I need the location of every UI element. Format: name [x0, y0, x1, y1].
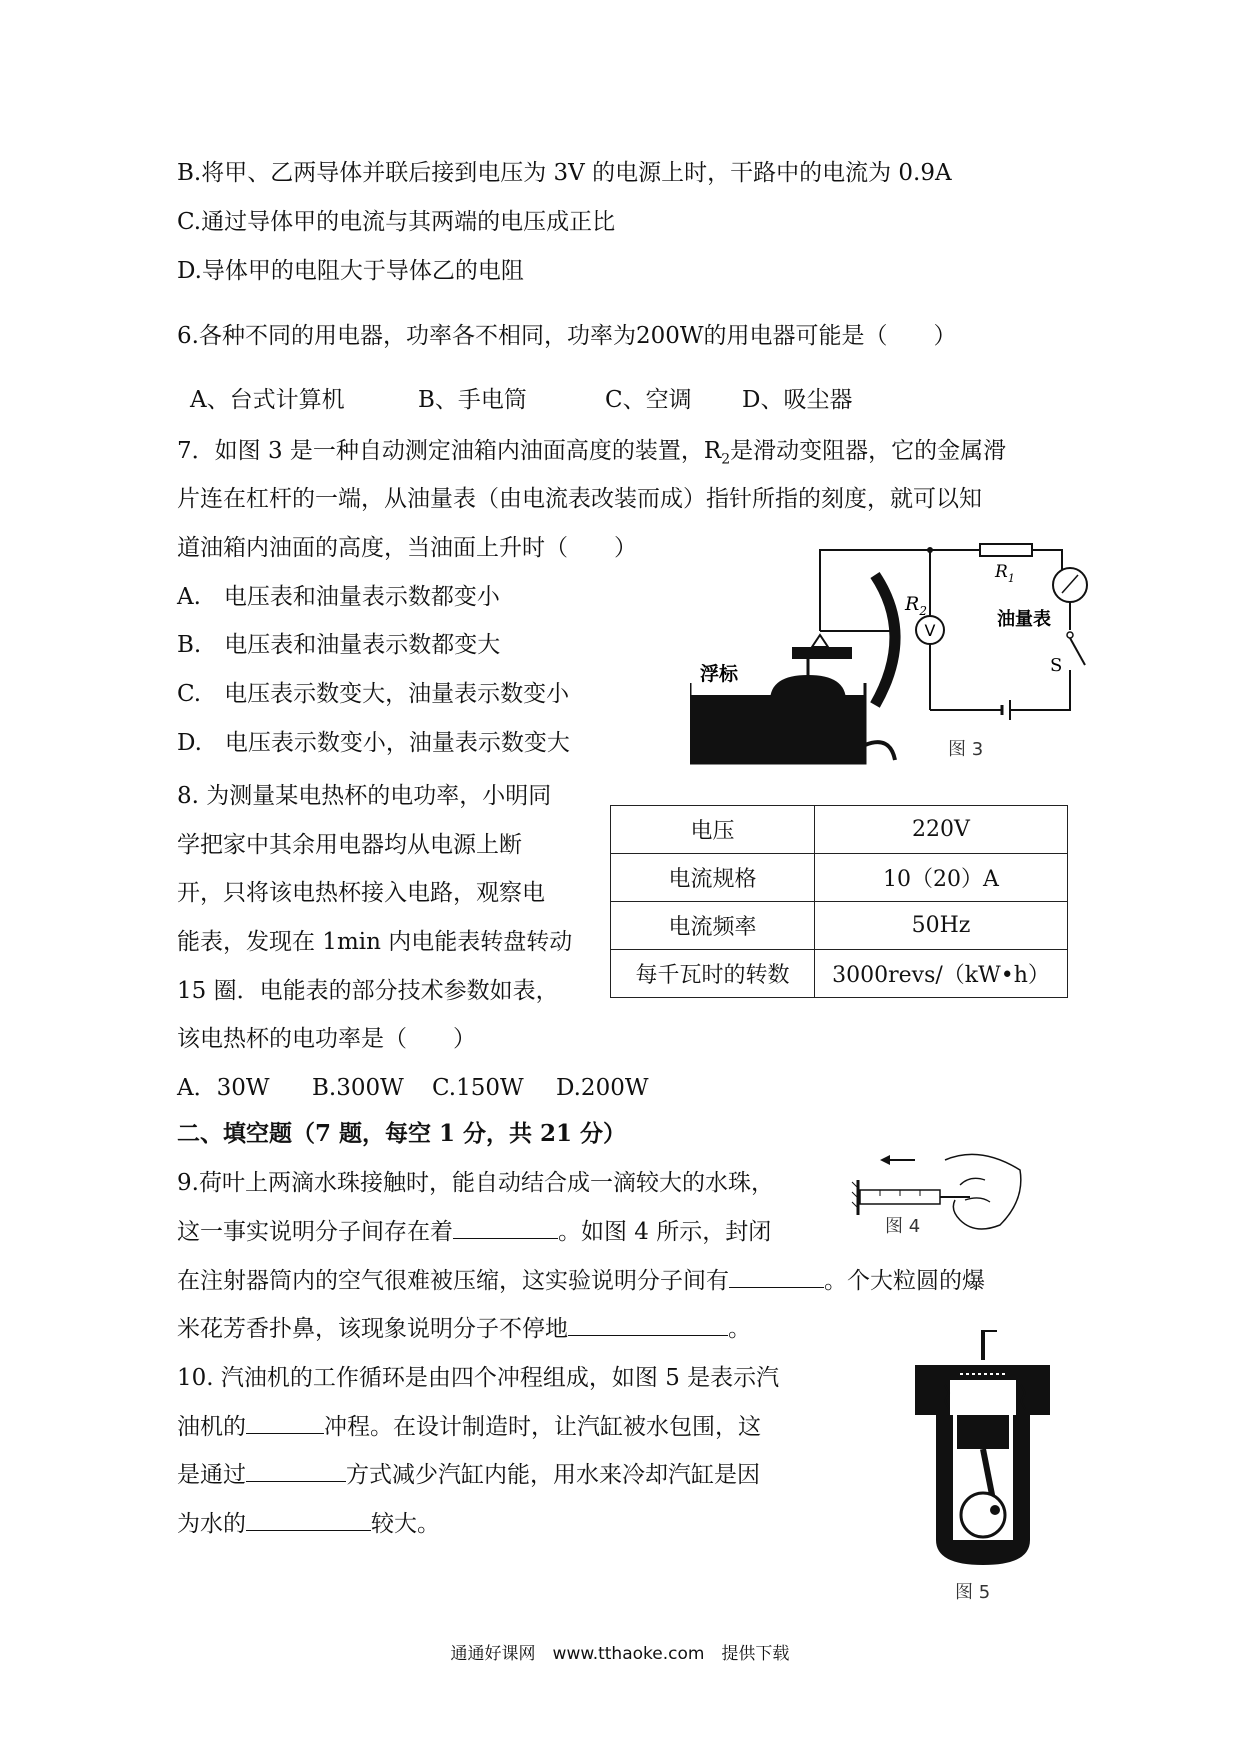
- q7-option-d: D. 电压表示数变小，油量表示数变大: [177, 730, 570, 756]
- spec-key: 电压: [611, 806, 815, 854]
- q7-line1: [177, 438, 1006, 468]
- q9-line4: [177, 1316, 751, 1344]
- q8-option-a: A．30W: [177, 1075, 270, 1101]
- q7-option-c: C. 电压表示数变大，油量表示数变小: [177, 681, 570, 707]
- q8-option-b: B.300W: [312, 1075, 404, 1101]
- spec-key: 电流频率: [611, 902, 815, 950]
- q9-line2-text-cont: 。如图 4 所示，封闭: [558, 1219, 772, 1245]
- q6-stem: 6.各种不同的用电器，功率各不相同，功率为200W的用电器可能是（ ）: [177, 323, 957, 349]
- q9-line1: 9.荷叶上两滴水珠接触时，能自动结合成一滴较大的水珠，: [177, 1170, 774, 1196]
- figure-4-caption: 图 4: [885, 1216, 921, 1237]
- r2-slider-icon: [875, 575, 895, 705]
- switch-icon: [1067, 632, 1073, 638]
- q9-line3: [177, 1268, 985, 1296]
- figure-5-caption: 图 5: [955, 1582, 991, 1603]
- float-label: 浮标: [700, 663, 739, 685]
- float-icon: [770, 675, 846, 701]
- q7-line1-text: 7．如图 3 是一种自动测定油箱内油面高度的装置，R: [177, 438, 722, 464]
- crankshaft-icon: [961, 1493, 1005, 1537]
- q8-line3: 开，只将该电热杯接入电路，观察电: [177, 880, 545, 906]
- q9-blank-2[interactable]: [729, 1269, 824, 1288]
- q7-line3: 道油箱内油面的高度，当油面上升时（ ）: [177, 535, 637, 561]
- q9-line4-text-cont: 。: [728, 1316, 751, 1342]
- meter-spec-table: [610, 805, 1068, 998]
- oil-tank-icon: [690, 695, 865, 763]
- spec-value: 3000revs/（kW•h）: [815, 950, 1068, 998]
- q8-option-c: C.150W: [432, 1075, 524, 1101]
- q9-line3-text: 在注射器筒内的空气很难被压缩，这实验说明分子间有: [177, 1268, 729, 1294]
- q10-line4-text-cont: 较大。: [371, 1511, 440, 1537]
- switch-label: S: [1050, 655, 1063, 676]
- q7-option-b: B. 电压表和油量表示数都变大: [177, 632, 501, 658]
- q10-line2: [177, 1414, 761, 1442]
- table-row: [611, 902, 1068, 950]
- q9-line3-text-cont: 。个大粒圆的爆: [824, 1268, 985, 1294]
- q10-line4-text: 为水的: [177, 1511, 246, 1537]
- q8-line1: 8. 为测量某电热杯的电功率，小明同: [177, 783, 552, 809]
- spec-key: 电流规格: [611, 854, 815, 902]
- q9-line2-text: 这一事实说明分子间存在着: [177, 1219, 453, 1245]
- q7-option-a: A. 电压表和油量表示数都变小: [177, 584, 500, 610]
- q9-line2: [177, 1219, 771, 1247]
- q5-option-b: B.将甲、乙两导体并联后接到电压为 3V 的电源上时，干路中的电流为 0.9A: [177, 160, 952, 186]
- q6-option-c: C、空调: [605, 387, 692, 413]
- spec-value: 50Hz: [815, 902, 1068, 950]
- section-2-title: 二、填空题（7 题，每空 1 分，共 21 分）: [177, 1120, 627, 1147]
- q6-option-b: B、手电筒: [418, 387, 527, 413]
- q9-blank-3[interactable]: [568, 1317, 728, 1336]
- q10-blank-1[interactable]: [246, 1415, 324, 1434]
- q8-line4: 能表，发现在 1min 内电能表转盘转动: [177, 929, 573, 955]
- voltmeter-label: V: [924, 621, 936, 640]
- figure-4-syringe: [850, 1140, 1040, 1240]
- q10-line3-text: 是通过: [177, 1462, 246, 1488]
- q7-line1-text-cont: 是滑动变阻器，它的金属滑: [730, 438, 1007, 464]
- q10-line2-text: 油机的: [177, 1414, 246, 1440]
- hand-icon: [945, 1154, 1021, 1229]
- q10-line3-text-cont: 方式减少汽缸内能，用水来冷却汽缸是因: [346, 1462, 760, 1488]
- q10-line1: 10. 汽油机的工作循环是由四个冲程组成，如图 5 是表示汽: [177, 1365, 780, 1391]
- q8-line2: 学把家中其余用电器均从电源上断: [177, 832, 522, 858]
- table-row: [611, 806, 1068, 854]
- r1-label: $R_1$: [995, 562, 1015, 585]
- page-footer: 通通好课网 www.tthaoke.com 提供下载: [450, 1644, 790, 1664]
- q10-line3: [177, 1462, 760, 1490]
- q10-blank-2[interactable]: [246, 1463, 346, 1482]
- figure-5-engine-cylinder: [905, 1330, 1065, 1605]
- q6-option-a: A、台式计算机: [190, 387, 345, 413]
- q5-option-d: D.导体甲的电阻大于导体乙的电阻: [177, 258, 524, 284]
- piston-icon: [957, 1415, 1009, 1449]
- spec-value: 220V: [815, 806, 1068, 854]
- table-row: [611, 950, 1068, 998]
- q10-line2-text-cont: 冲程。在设计制造时，让汽缸被水包围，这: [324, 1414, 761, 1440]
- r2-label: $R_2$: [905, 593, 927, 618]
- q10-blank-3[interactable]: [246, 1512, 371, 1531]
- q9-blank-1[interactable]: [453, 1220, 558, 1239]
- q8-line6: 该电热杯的电功率是（ ）: [177, 1026, 476, 1052]
- figure-3-caption: 图 3: [948, 739, 984, 760]
- q8-option-d: D.200W: [556, 1075, 649, 1101]
- spec-key: 每千瓦时的转数: [611, 950, 815, 998]
- table-row: [611, 854, 1068, 902]
- q8-line5: 15 圈．电能表的部分技术参数如表，: [177, 978, 559, 1004]
- q7-line2: 片连在杠杆的一端，从油量表（由电流表改装而成）指针所指的刻度，就可以知: [177, 486, 982, 512]
- q9-line4-text: 米花芳香扑鼻，该现象说明分子不停地: [177, 1316, 568, 1342]
- q10-line4: [177, 1511, 440, 1539]
- oil-meter-label: 油量表: [997, 609, 1051, 630]
- spec-value: 10（20）A: [815, 854, 1068, 902]
- q5-option-c: C.通过导体甲的电流与其两端的电压成正比: [177, 209, 616, 235]
- q7-r2-subscript: 2: [721, 451, 731, 468]
- r1-resistor-icon: [980, 544, 1032, 556]
- figure-3-oil-gauge-circuit: [690, 535, 1110, 765]
- q6-option-d: D、吸尘器: [742, 387, 853, 413]
